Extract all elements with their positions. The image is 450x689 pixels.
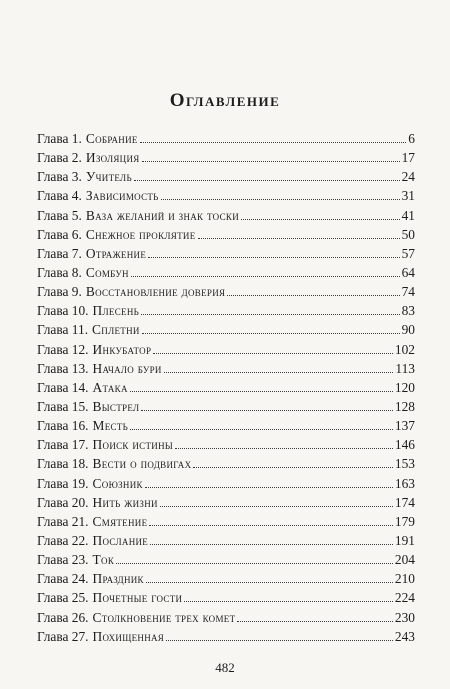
dot-leader xyxy=(164,372,394,373)
chapter-page: 90 xyxy=(401,322,415,338)
dot-leader xyxy=(141,314,400,315)
chapter-title: Ток xyxy=(92,552,115,568)
chapter-label: Глава 8. xyxy=(37,264,82,280)
toc-entry xyxy=(37,244,415,263)
toc-entry xyxy=(37,263,415,282)
chapter-label: Глава 18. xyxy=(37,456,89,472)
dot-leader xyxy=(130,429,393,430)
chapter-title: Почетные гости xyxy=(92,590,183,606)
toc-entry xyxy=(37,512,415,531)
dot-leader xyxy=(241,219,400,220)
chapter-page: 57 xyxy=(401,245,415,261)
toc-entry xyxy=(37,320,415,339)
dot-leader xyxy=(193,467,393,468)
toc-entry xyxy=(37,493,415,512)
chapter-page: 31 xyxy=(401,188,415,204)
toc-entry xyxy=(37,569,415,588)
chapter-page: 128 xyxy=(394,398,415,414)
chapter-label: Глава 15. xyxy=(37,398,89,414)
chapter-label: Глава 7. xyxy=(37,245,82,261)
chapter-page: 137 xyxy=(394,418,415,434)
chapter-page: 17 xyxy=(401,150,415,166)
chapter-label: Глава 22. xyxy=(37,532,89,548)
toc-entry xyxy=(37,282,415,301)
chapter-label: Глава 20. xyxy=(37,494,89,510)
toc-entry xyxy=(37,454,415,473)
table-of-contents xyxy=(37,129,415,646)
chapter-page: 83 xyxy=(401,303,415,319)
chapter-title: Восстановление доверия xyxy=(85,284,226,300)
chapter-label: Глава 12. xyxy=(37,341,89,357)
chapter-label: Глава 21. xyxy=(37,513,89,529)
chapter-label: Глава 1. xyxy=(37,131,82,146)
toc-entry xyxy=(37,474,415,493)
toc-entry xyxy=(37,627,415,646)
toc-entry xyxy=(37,206,415,225)
chapter-page: 174 xyxy=(394,494,415,510)
chapter-page: 179 xyxy=(394,513,415,529)
chapter-title: Инкубатор xyxy=(92,341,152,357)
chapter-label: Глава 19. xyxy=(37,475,89,491)
chapter-title: Сомбун xyxy=(85,264,129,280)
toc-entry xyxy=(37,416,415,435)
toc-entry xyxy=(37,129,415,148)
chapter-title: Вести о подвигах xyxy=(92,456,192,472)
chapter-label: Глава 16. xyxy=(37,418,89,434)
chapter-label: Глава 4. xyxy=(37,188,82,204)
chapter-page: 102 xyxy=(394,341,415,357)
toc-entry xyxy=(37,301,415,320)
chapter-title: Смятение xyxy=(92,513,148,529)
toc-entry xyxy=(37,225,415,244)
chapter-page: 24 xyxy=(401,169,415,185)
dot-leader xyxy=(145,487,393,488)
toc-entry xyxy=(37,340,415,359)
toc-entry xyxy=(37,550,415,569)
chapter-label: Глава 17. xyxy=(37,437,89,453)
chapter-page: 146 xyxy=(394,437,415,453)
chapter-page: 64 xyxy=(401,264,415,280)
chapter-label: Глава 2. xyxy=(37,150,82,166)
chapter-title: Плесень xyxy=(92,303,140,319)
dot-leader xyxy=(237,621,393,622)
chapter-page: 224 xyxy=(394,590,415,606)
toc-entry xyxy=(37,186,415,205)
chapter-title: Отражение xyxy=(85,245,147,261)
chapter-label: Глава 11. xyxy=(37,322,89,338)
chapter-title: Изоляция xyxy=(85,150,140,166)
page-number: 482 xyxy=(215,660,235,675)
dot-leader xyxy=(148,257,399,258)
toc-entry xyxy=(37,148,415,167)
chapter-title: Послание xyxy=(92,532,149,548)
dot-leader xyxy=(142,333,400,334)
dot-leader xyxy=(153,353,393,354)
toc-entry xyxy=(37,588,415,607)
chapter-title: Собрание xyxy=(85,131,138,146)
toc-entry xyxy=(37,397,415,416)
dot-leader xyxy=(198,238,400,239)
toc-entry xyxy=(37,167,415,186)
dot-leader xyxy=(130,391,393,392)
dot-leader xyxy=(161,199,400,200)
dot-leader xyxy=(134,180,400,181)
dot-leader xyxy=(166,640,393,641)
chapter-title: Месть xyxy=(92,418,129,434)
chapter-label: Глава 5. xyxy=(37,207,82,223)
chapter-page: 120 xyxy=(394,379,415,395)
chapter-label: Глава 13. xyxy=(37,360,89,376)
chapter-title: Начало бури xyxy=(92,360,162,376)
chapter-label: Глава 14. xyxy=(37,379,89,395)
chapter-page: 41 xyxy=(401,207,415,223)
dot-leader xyxy=(141,410,392,411)
dot-leader xyxy=(142,161,400,162)
chapter-title: Ваза желаний и знак тоски xyxy=(85,207,239,223)
dot-leader xyxy=(140,142,407,143)
toc-entry xyxy=(37,359,415,378)
dot-leader xyxy=(146,582,393,583)
chapter-title: Союзник xyxy=(92,475,143,491)
chapter-page: 153 xyxy=(394,456,415,472)
dot-leader xyxy=(160,506,393,507)
chapter-page: 50 xyxy=(401,226,415,242)
dot-leader xyxy=(131,276,400,277)
chapter-page: 113 xyxy=(395,360,415,376)
chapter-label: Глава 3. xyxy=(37,169,82,185)
chapter-title: Нить жизни xyxy=(92,494,158,510)
chapter-label: Глава 25. xyxy=(37,590,89,606)
dot-leader xyxy=(175,448,393,449)
chapter-title: Снежное проклятие xyxy=(85,226,196,242)
chapter-label: Глава 6. xyxy=(37,226,82,242)
chapter-label: Глава 24. xyxy=(37,571,89,587)
chapter-label: Глава 9. xyxy=(37,284,82,300)
chapter-page: 6 xyxy=(408,131,415,146)
dot-leader xyxy=(116,563,393,564)
dot-leader xyxy=(184,601,393,602)
chapter-title: Праздник xyxy=(92,571,144,587)
toc-heading: Оглавление xyxy=(169,90,281,111)
chapter-page: 163 xyxy=(394,475,415,491)
chapter-title: Сплетни xyxy=(92,322,140,338)
chapter-label: Глава 26. xyxy=(37,609,89,625)
chapter-title: Атака xyxy=(92,379,128,395)
chapter-page: 204 xyxy=(394,552,415,568)
chapter-title: Учитель xyxy=(85,169,132,185)
chapter-title: Столкновение трех комет xyxy=(92,609,236,625)
dot-leader xyxy=(227,295,399,296)
chapter-page: 243 xyxy=(394,628,415,644)
dot-leader xyxy=(150,544,393,545)
chapter-page: 230 xyxy=(394,609,415,625)
chapter-label: Глава 23. xyxy=(37,552,89,568)
toc-entry xyxy=(37,378,415,397)
toc-entry xyxy=(37,608,415,627)
chapter-title: Зависимость xyxy=(85,188,159,204)
chapter-page: 210 xyxy=(394,571,415,587)
toc-entry xyxy=(37,531,415,550)
chapter-label: Глава 27. xyxy=(37,628,89,644)
chapter-title: Выстрел xyxy=(92,398,140,414)
dot-leader xyxy=(149,525,393,526)
chapter-page: 74 xyxy=(401,284,415,300)
chapter-title: Похищенная xyxy=(92,628,165,644)
chapter-label: Глава 10. xyxy=(37,303,89,319)
chapter-title: Поиск истины xyxy=(92,437,174,453)
chapter-page: 191 xyxy=(394,532,415,548)
toc-entry xyxy=(37,435,415,454)
